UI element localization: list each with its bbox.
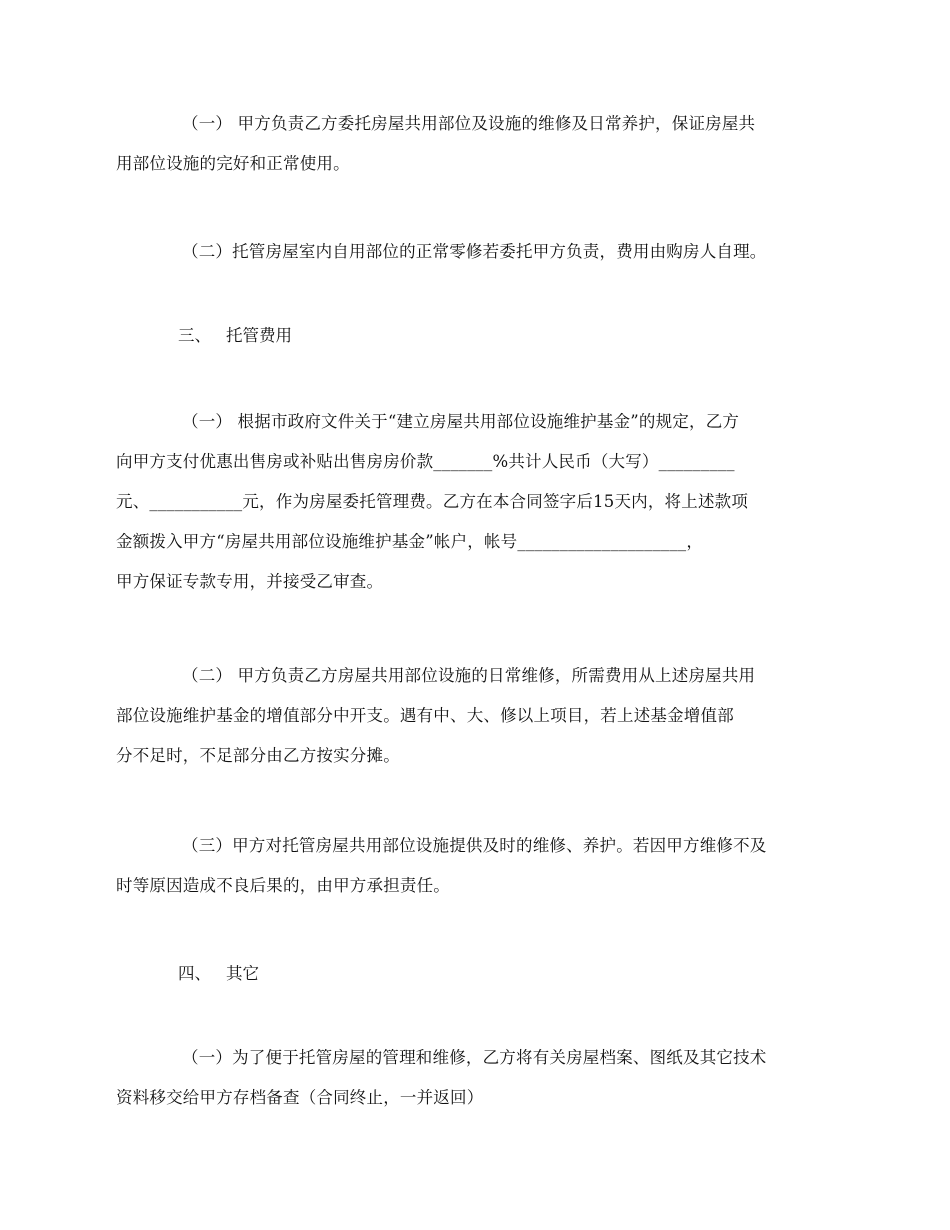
text-line: （三）甲方对托管房屋共用部位设施提供及时的维修、养护。若因甲方维修不及 <box>182 836 767 855</box>
paragraph-maintenance-duty <box>116 104 812 184</box>
paragraph-document-handover <box>116 1038 812 1118</box>
text-line: 元、___________元，作为房屋委托管理费。乙方在本合同签字后15天内，将上述款项 <box>116 492 749 511</box>
text-line: （二） 甲方负责乙方房屋共用部位设施的日常维修，所需费用从上述房屋共用 <box>182 666 756 685</box>
section-title: 托管费用 <box>226 326 292 345</box>
paragraph-maintenance-fund <box>116 402 812 602</box>
paragraph-daily-repair-cost <box>116 656 812 776</box>
section-number: 三、 <box>178 326 211 345</box>
text-line: 资料移交给甲方存档备查（合同终止，一并返回） <box>116 1088 484 1107</box>
section-heading-other <box>178 954 259 994</box>
text-line: （一） 甲方负责乙方委托房屋共用部位及设施的维修及日常养护，保证房屋共 <box>182 114 756 133</box>
section-title: 其它 <box>226 964 259 983</box>
paragraph-timely-repair <box>116 826 812 906</box>
text-line: 甲方保证专款专用，并接受乙审查。 <box>116 572 384 591</box>
text-line: （一）为了便于托管房屋的管理和维修，乙方将有关房屋档案、图纸及其它技术 <box>182 1048 767 1067</box>
paragraph-indoor-repair <box>172 232 812 272</box>
text-line: 向甲方支付优惠出售房或补贴出售房房价款_______%共计人民币（大写）_________ <box>116 452 735 471</box>
text-line: 金额拨入甲方“房屋共用部位设施维护基金”帐户，帐号____________________， <box>116 532 704 551</box>
text-line: 分不足时，不足部分由乙方按实分摊。 <box>116 746 400 765</box>
text-line: 用部位设施的完好和正常使用。 <box>116 154 350 173</box>
text-line: 部位设施维护基金的增值部分中开支。遇有中、大、修以上项目，若上述基金增值部 <box>116 706 734 725</box>
section-heading-fees <box>178 316 292 356</box>
section-number: 四、 <box>178 964 211 983</box>
text-line: （二）托管房屋室内自用部位的正常零修若委托甲方负责，费用由购房人自理。 <box>182 242 767 261</box>
text-line: 时等原因造成不良后果的，由甲方承担责任。 <box>116 876 450 895</box>
text-line: （一） 根据市政府文件关于“建立房屋共用部位设施维护基金”的规定，乙方 <box>182 412 740 431</box>
